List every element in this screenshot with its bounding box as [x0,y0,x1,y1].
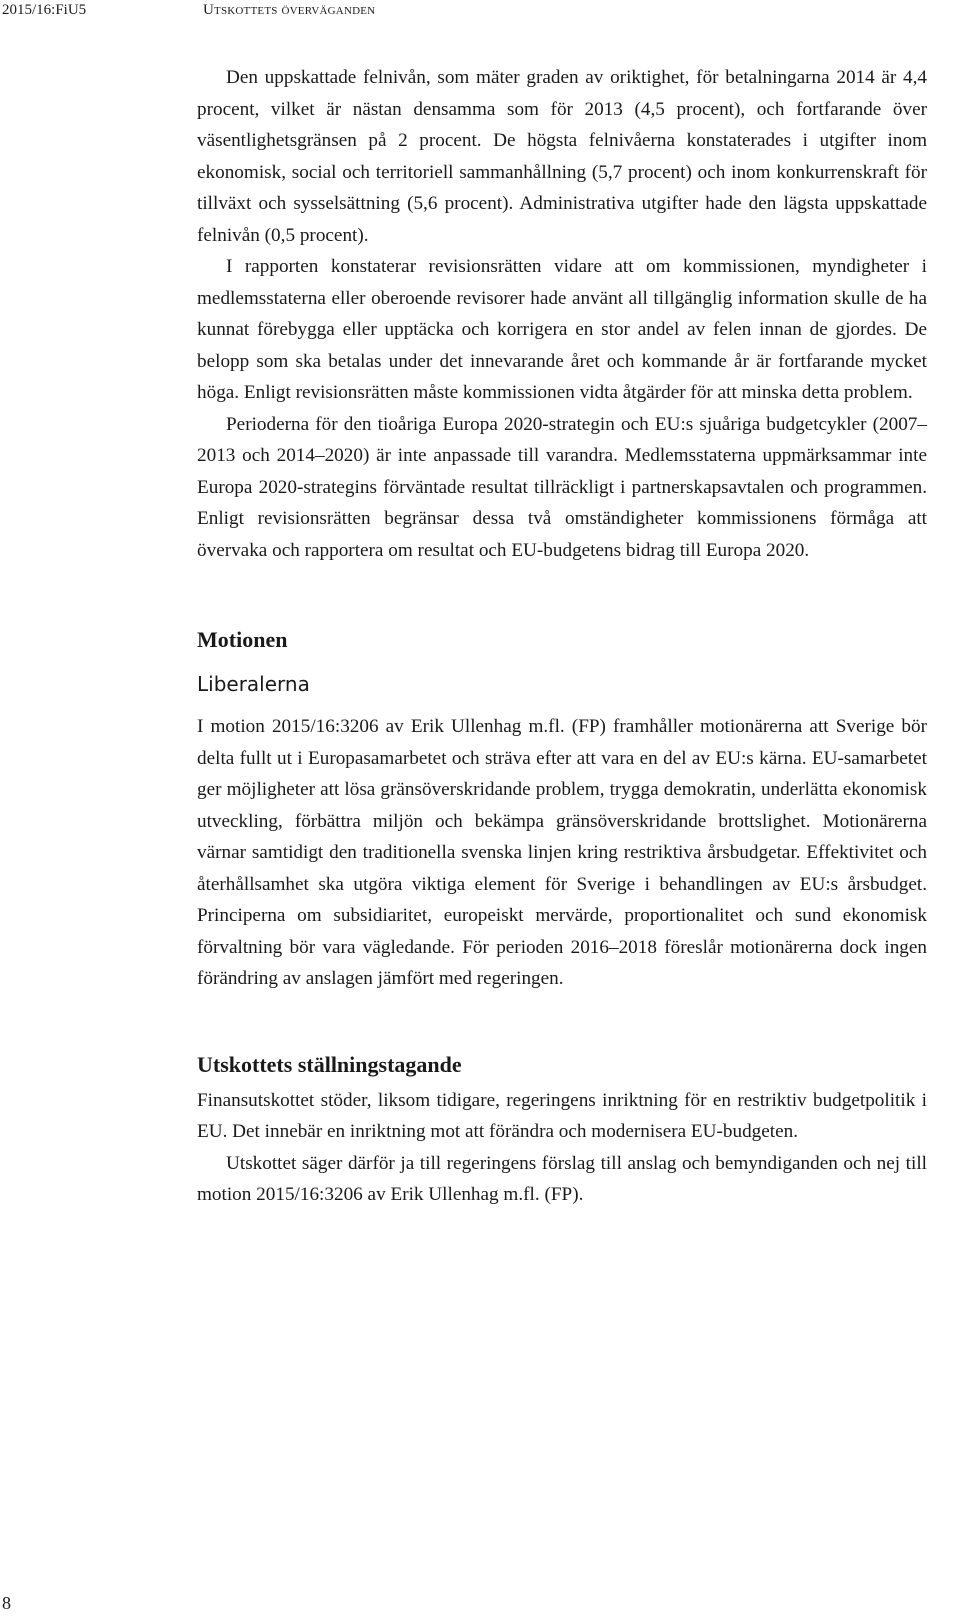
motion-paragraph: I motion 2015/16:3206 av Erik Ullenhag m.fl. (FP) framhåller motionärerna att Sverige bör delta fullt ut i Europasamarbetet och sträva efter att vara en del av EU:s kärna. EU-samarbetet ger möjligheter att lösa gränsöverskridande problem, trygga demokratin, underlätta ekonomisk utveckling, förbättra miljön och bekämpa gränsöverskridande brottslighet. Motionärerna värnar samtidigt den traditionella svenska linjen kring restriktiva årsbudgetar. Effektivitet och återhållsamhet ska utgöra viktiga element för Sverige i behandlingen av EU:s årsbudget. Principerna om subsidiaritet, europeiskt mervärde, proportionalitet och sund ekonomisk förvaltning bör vara vägledande. För perioden 2016–2018 föreslår motionärerna dock ingen förändring av anslagen jämfört med regeringen. [197,716,927,989]
position-paragraph: Utskottet säger därför ja till regeringens förslag till anslag och bemyndiganden och nej till motion 2015/16:3206 av Erik Ullenhag m.fl. (FP). [197,1152,927,1205]
body-paragraph: Perioderna för den tioåriga Europa 2020-strategin och EU:s sjuåriga budgetcykler (2007–2013 och 2014–2020) är inte anpassade till varandra. Medlemsstaterna uppmärksammar inte Europa 2020-strategins förväntade resultat tillräckligt i partnerskapsavtalen och programmen. Enligt revisionsrätten begränsar dessa två omständigheter kommissionens förmåga att övervaka och rapportera om resultat och EU-budgetens bidrag till Europa 2020. [197,413,927,561]
page-body [197,62,927,1211]
page-number: 8 [2,1593,11,1613]
body-paragraph: Den uppskattade felnivån, som mäter graden av oriktighet, för betalningarna 2014 är 4,4 procent, vilket är nästan densamma som för 2013 (4,5 procent), och fortfarande över väsentlighetsgränsen på 2 procent. De högsta felnivåerna konstaterades i utgifter inom ekonomisk, social och territoriell sammanhållning (5,7 procent) och inom konkurrenskraft för tillväxt och sysselsättning (5,6 procent). Administrativa utgifter hade den lägsta uppskattade felnivån (0,5 procent). [197,67,927,246]
motion-heading: Motionen [197,627,288,652]
section-title: Utskottets överväganden [203,2,376,18]
position-paragraph: Finansutskottet stöder, liksom tidigare, regeringens inriktning för en restriktiv budgetpolitik i EU. Det innebär en inriktning mot att förändra och modernisera EU-budgeten. [197,1089,927,1142]
body-paragraph: I rapporten konstaterar revisionsrätten vidare att om kommissionen, myndigheter i medlemsstaterna eller oberoende revisorer hade använt all tillgänglig information skulle de ha kunnat förebygga eller upptäcka och korrigera en stor andel av felen innan de gjordes. De belopp som ska betalas under det innevarande året och kommande år är fortfarande mycket höga. Enligt revisionsrätten måste kommissionen vidta åtgärder för att minska detta problem. [197,256,927,403]
document-reference: 2015/16:FiU5 [2,2,87,18]
motion-subheading: Liberalerna [197,672,310,696]
position-heading: Utskottets ställningstagande [197,1051,462,1077]
